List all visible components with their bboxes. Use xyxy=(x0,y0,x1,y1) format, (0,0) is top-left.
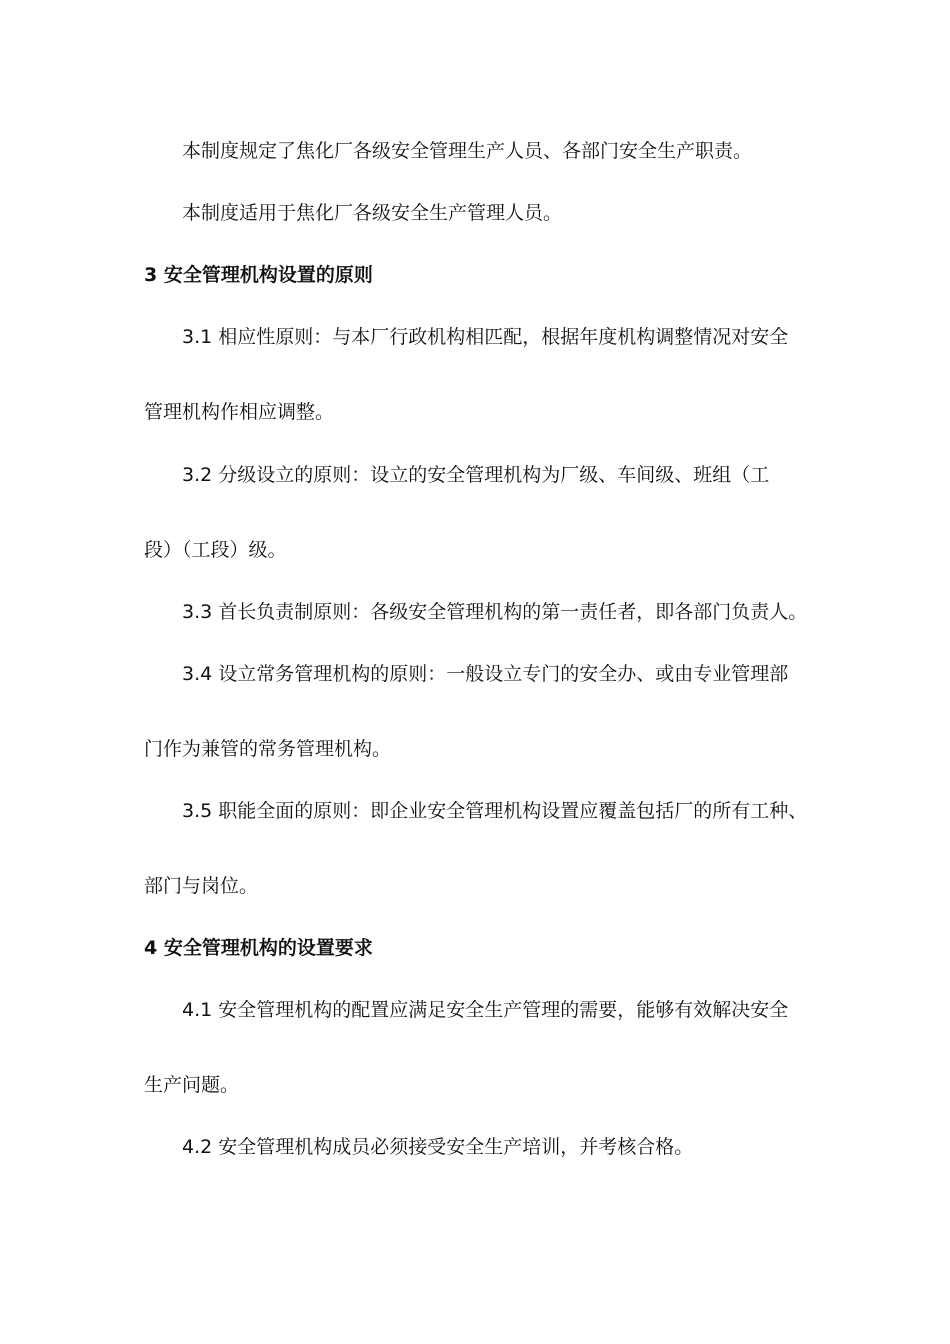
clause-3-1-line-1: 3.1 相应性原则：与本厂行政机构相匹配，根据年度机构调整情况对安全 xyxy=(182,326,789,348)
clause-3-1-line-2: 管理机构作相应调整。 xyxy=(144,401,335,423)
section-heading-4: 4 安全管理机构的设置要求 xyxy=(144,937,373,959)
clause-4-1-line-1: 4.1 安全管理机构的配置应满足安全生产管理的需要，能够有效解决安全 xyxy=(182,999,789,1021)
clause-3-4-line-1: 3.4 设立常务管理机构的原则：一般设立专门的安全办、或由专业管理部 xyxy=(182,663,789,685)
clause-3-2-line-2: 段）（工段）级。 xyxy=(144,539,287,561)
clause-4-1-line-2: 生产问题。 xyxy=(144,1074,240,1096)
clause-3-3: 3.3 首长负责制原则：各级安全管理机构的第一责任者，即各部门负责人。 xyxy=(182,601,808,623)
clause-3-2-line-1: 3.2 分级设立的原则：设立的安全管理机构为厂级、车间级、班组（工 xyxy=(182,464,770,486)
paragraph-applicability: 本制度适用于焦化厂各级安全生产管理人员。 xyxy=(182,202,563,224)
clause-4-2: 4.2 安全管理机构成员必须接受安全生产培训，并考核合格。 xyxy=(182,1136,694,1158)
section-heading-3: 3 安全管理机构设置的原则 xyxy=(144,264,373,286)
clause-3-4-line-2: 门作为兼管的常务管理机构。 xyxy=(144,738,392,760)
paragraph-scope: 本制度规定了焦化厂各级安全管理生产人员、各部门安全生产职责。 xyxy=(182,140,753,162)
clause-3-5-line-2: 部门与岗位。 xyxy=(144,875,259,897)
clause-3-5-line-1: 3.5 职能全面的原则：即企业安全管理机构设置应覆盖包括厂的所有工种、 xyxy=(182,800,808,822)
